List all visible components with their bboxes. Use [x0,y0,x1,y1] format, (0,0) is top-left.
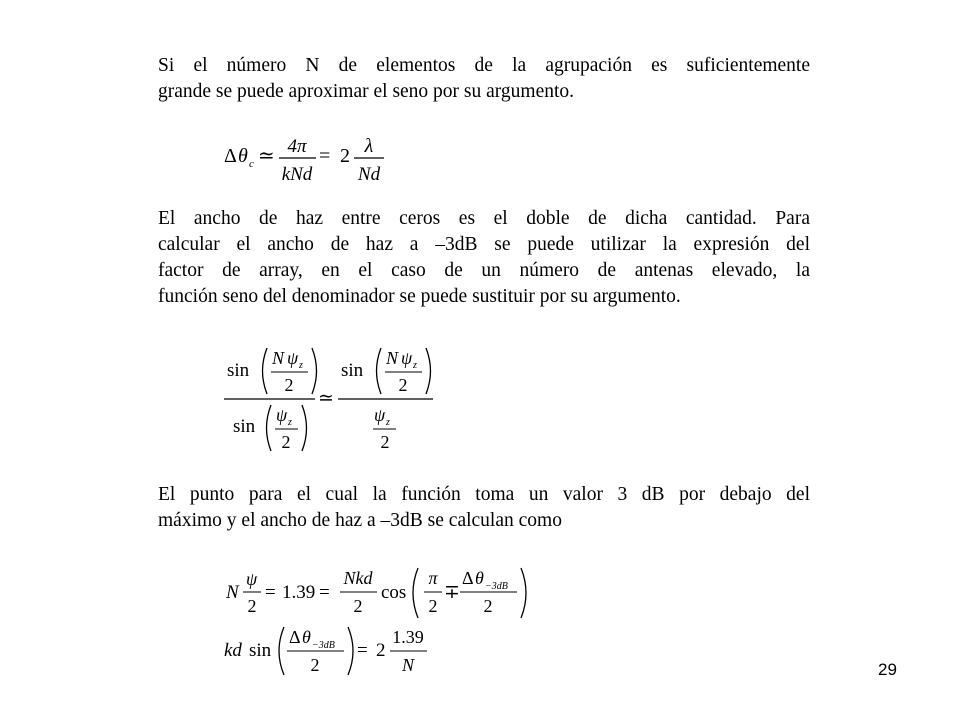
denominator-N: N [401,655,415,675]
equals-sign: = [319,582,330,603]
fraction-1-denominator: kNd [281,164,313,185]
theta-subscript: −3dB [485,581,508,592]
pi-symbol: π [428,568,438,588]
cos-function: cos [381,582,407,603]
paragraph-2-line-4: función seno del denominador se puede sustituir por su argumento. [158,286,681,307]
psi-symbol: ψ [287,348,299,368]
approx-sign: ≃ [318,388,334,409]
sin-function: sin [227,360,250,381]
denominator-2: 2 [247,596,257,616]
page-number: 29 [878,660,897,679]
sin-function: sin [233,416,256,437]
paragraph-2-line-2: calcular el ancho de haz a –3dB se puede utilizar la expresión del [158,234,810,255]
right-paren [348,627,353,675]
denominator-2: 2 [398,375,408,395]
paragraph-3-line-2: máximo y el ancho de haz a –3dB se calculan como [158,510,562,531]
denominator-2: 2 [483,596,493,616]
value-1-39: 1.39 [282,582,316,603]
psi-symbol: ψ [246,569,258,589]
numerator-1-39: 1.39 [392,627,424,647]
delta-symbol: Δ [462,568,474,588]
paragraph-1-line-2: grande se puede aproximar el seno por su argumento. [158,81,575,102]
symbol-N: N [226,582,239,603]
psi-subscript: z [288,417,292,428]
denominator-2: 2 [310,655,320,675]
left-paren [279,627,284,675]
denominator-2: 2 [281,432,291,452]
coefficient-2: 2 [376,640,386,661]
equals-sign: = [357,640,368,661]
kd-term: kd [224,640,242,661]
theta-symbol: θ [302,627,311,647]
psi-subscript: z [386,417,390,428]
symbol-N: N [386,348,399,368]
theta-symbol: θ [238,145,248,167]
fraction-2-denominator: Nd [357,164,381,185]
denominator-2: 2 [284,375,294,395]
paragraph-2-line-1: El ancho de haz entre ceros es el doble de dicha cantidad. Para [158,208,810,229]
paragraph-1-line-1: Si el número N de elementos de la agrupación es suficientemente [158,55,810,76]
psi-symbol: ψ [401,348,413,368]
symbol-N: N [272,348,285,368]
equals-sign: = [319,145,331,167]
theta-subscript: c [249,158,254,170]
minus-plus-sign: ∓ [444,582,460,603]
psi-subscript: z [299,360,303,371]
denominator-2: 2 [428,596,438,616]
theta-symbol: θ [475,568,484,588]
fraction-1-numerator: 4π [287,136,307,157]
psi-symbol: ψ [276,405,288,425]
approx-sign: ≃ [258,145,275,167]
delta-symbol: Δ [224,145,237,167]
sin-function: sin [341,360,364,381]
paragraph-2-line-3: factor de array, en el caso de un número de antenas elevado, la [158,260,810,281]
theta-subscript: −3dB [312,640,335,651]
numerator-Nkd: Nkd [343,568,373,588]
denominator-2: 2 [380,432,390,452]
delta-symbol: Δ [289,627,301,647]
psi-symbol: ψ [374,405,386,425]
denominator-2: 2 [353,596,363,616]
psi-subscript: z [413,360,417,371]
sin-function: sin [249,640,272,661]
paragraph-3-line-1: El punto para el cual la función toma un valor 3 dB por debajo del [158,484,810,505]
coefficient-2: 2 [340,145,350,167]
equals-sign: = [265,582,276,603]
fraction-2-numerator: λ [364,135,374,157]
